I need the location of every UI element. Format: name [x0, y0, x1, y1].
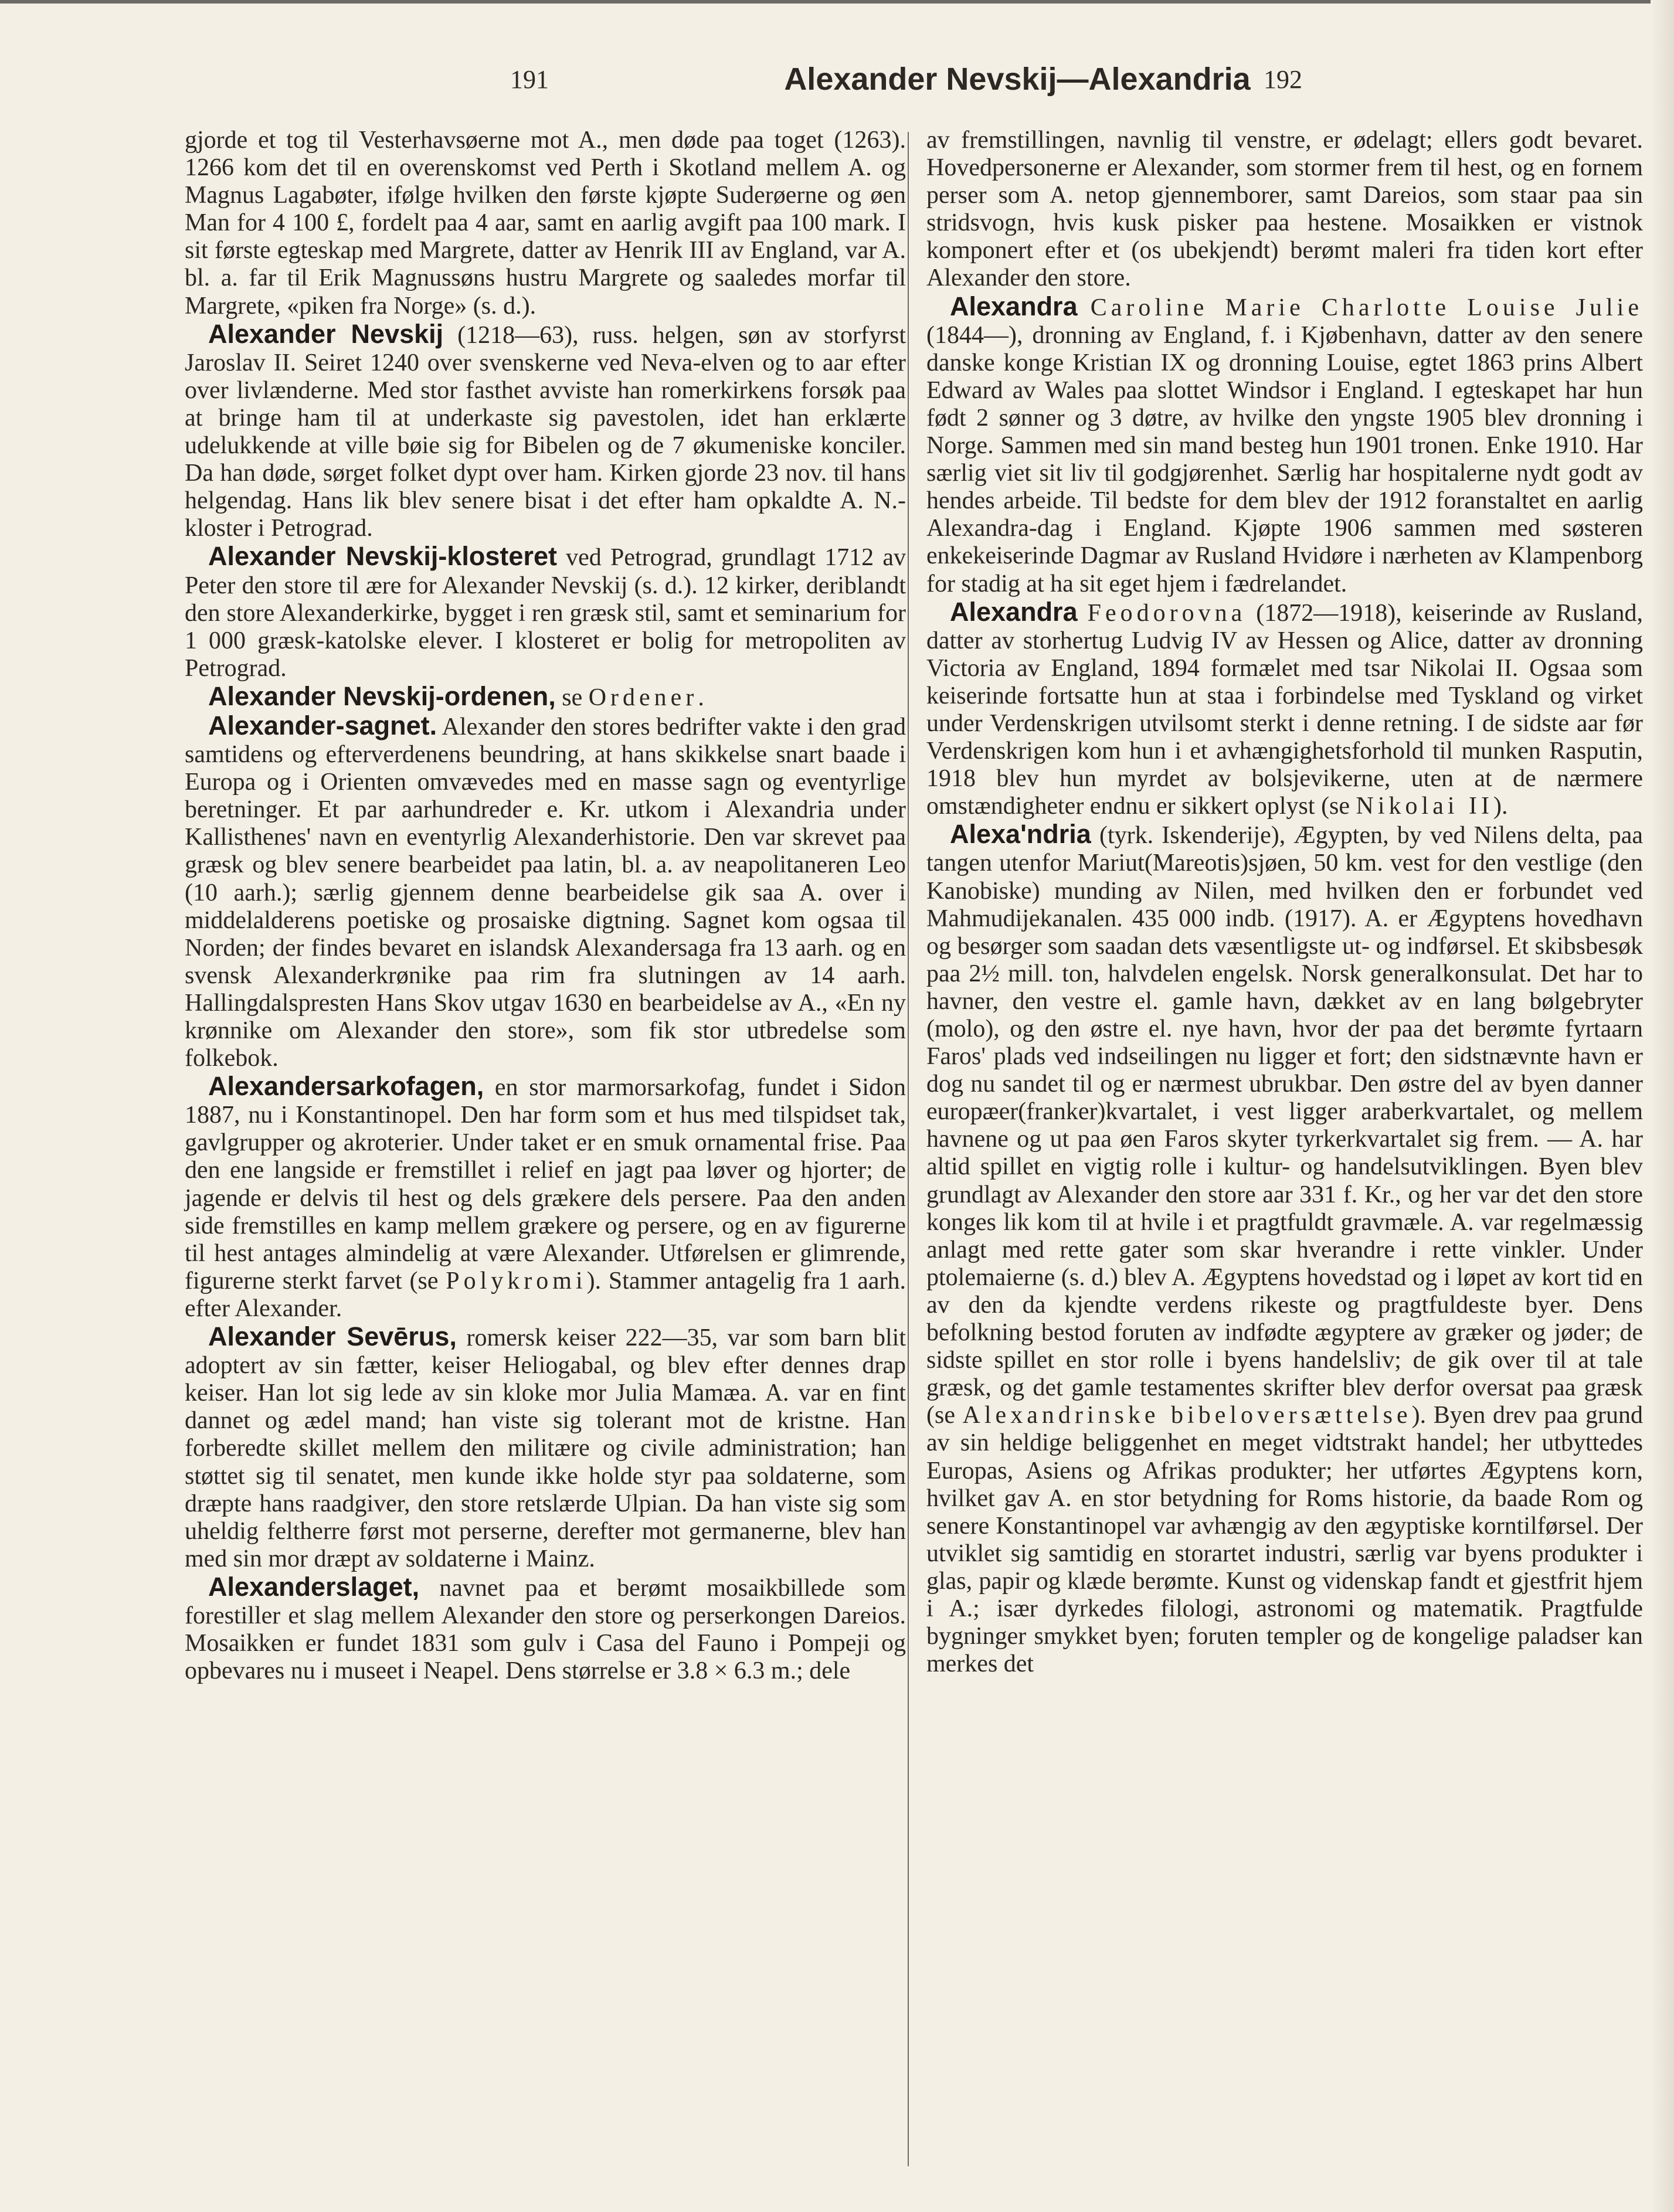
right-column	[926, 127, 1643, 1678]
entry-text: (1844—), dronning av England, f. i Kjøbenhavn, datter av den senere danske konge Kristian IX og dronning Louise, egtet 1863 prins Albert Edward av Wales paa slottet Windsor i England. I egteskapet har hun født 2 sønner og 3 døtre, av hvilke den yngste 1905 blev dronning i Norge. Sammen med sin mand besteg hun 1901 tronen. Enke 1910. Har særlig viet sit liv til godgjørenhet. Særlig har hospitalerne nydt godt av hendes arbeide. Til bedste for dem blev der 1912 foranstaltet en aarlig Alexandra-dag i England. Kjøpte 1906 sammen med søsteren enkekeiserinde Dagmar av Rusland Hvidøre i nærheten av Klampenborg for stadig at ha sit eget hjem i fædrelandet.	[926, 321, 1643, 597]
entry-nevskij-klosteret	[185, 542, 906, 682]
entry-headword: Alexander Sevērus,	[208, 1321, 457, 1352]
entry-text: se	[555, 684, 589, 711]
entry-text: ). Byen drev paa grund av sin heldige beliggenhet en meget vidtstrakt handel; her utbyttedes Europas, Asiens og Afrikas produkter; her utførtes Ægyptens korn, hvilket gav A. en stor betydning for Roms historie, da baade Rom og senere Konstantinopel var avhængig av den ægyptiske korntilførsel. Der utviklet sig samtidig en storartet industri, særlig var byens produkter i glas, papir og klæde berømte. Kunst og videnskap fandt et gjestfrit hjem i A.; især dyrkedes filologi, astronomi og matematik. Pragtfulde bygninger smykket byen; foruten templer og de kongelige paladser kan merkes det	[926, 1402, 1643, 1678]
cross-reference: Polykromi	[446, 1267, 587, 1294]
entry-alexanderslaget	[185, 1573, 906, 1685]
entry-alexandersarkofagen	[185, 1072, 906, 1323]
entry-text: en stor marmorsarkofag, fundet i Sidon 1887, nu i Konstantinopel. Den har form som et hus med tilspidset tak, gavlgrupper og akroterier. Under taket er en smuk ornamental frise. Paa den ene langside er fremstillet i relief en jagt paa løver og hjorter; de jagende er delvis til hest og dels grækere dels persere. Paa den anden side fremstilles en kamp mellem grækere og persere, og en av figurerne til hest antages almindelig at være Alexander. Utførelsen er glimrende, figurerne sterkt farvet (se	[185, 1074, 906, 1294]
entry-nevskij-ordenen	[185, 682, 906, 712]
page-header	[176, 56, 1642, 103]
entry-headword: Alexandra	[950, 291, 1078, 321]
entry-headword: Alexander Nevskij-klosteret	[208, 541, 557, 572]
entry-headword: Alexandra	[950, 596, 1078, 627]
entry-headword: Alexandersarkofagen,	[208, 1071, 484, 1102]
entry-alexander-nevskij	[185, 320, 906, 543]
entry-headword: Alexanderslaget,	[208, 1571, 420, 1602]
entry-text: ved Petrograd, grundlagt 1712 av Peter den store til ære for Alexander Nevskij (s. d.). 12 kirker, deriblandt den store Alexanderkirke, bygget i ren græsk stil, samt et seminarium for 1 000 græsk-katolske elever. I klosteret er bolig for metropoliten av Petrograd.	[185, 544, 906, 682]
entry-text: (tyrk. Iskenderije), Ægypten, by ved Nilens delta, paa tangen utenfor Mariut(Mareotis)sjøen, 50 km. vest for den vestlige (den Kanobiske) munding av Nilen, med hvilken den er forbundet ved Mahmudijekanalen. 435 000 indb. (1917). A. er Ægyptens hovedhavn og besørger som saadan dets væsentligste ut- og indførsel. Et skibsbesøk paa 2½ mill. ton, halvdelen engelsk. Norsk generalkonsulat. Det har to havner, den vestre el. gamle havn, dækket av en lang bølgebryter (molo), og den østre el. nye havn, hvor der paa det berømte fyrtaarn Faros' plads ved indseilingen nu ligger et fort; den sidstnævnte havn er dog nu sandet til og er nærmest ubrukbar. Den østre del av byen danner europæer(franker)kvartalet, i vest ligger araberkvartalet, og mellem havnene og ut paa øen Faros skyter tyrkerkvartalet sig frem. — A. har altid spillet en vigtig rolle i kultur- og handelsutviklingen. Byen blev grundlagt av Alexander den store aar 331 f. Kr., og her var det den store konges lik kom til at hvile i et pragtfuldt gravmæle. A. var regelmæssig anlagt med rette gater som skar hverandre i rette vinkler. Under ptolemaierne (s. d.) blev A. Ægyptens hovedstad og i løpet av kort tid en av den da kjendte verdens rikeste og pragtfuldeste byer. Dens befolkning bestod foruten av indfødte ægyptere av græker og jøder; de sidste spillet en stor rolle i byens handelsliv; de gik over til at tale græsk, og det gamle testamentes skrifter blev derfor oversat paa græsk (se	[926, 822, 1643, 1429]
continued-paragraph: gjorde et tog til Vesterhavsøerne mot A., men døde paa toget (1263). 1266 kom det til en overenskomst ved Perth i Skotland mellem A. og Magnus Lagabøter, ifølge hvilken den første kjøpte Suderøerne og øen Man for 4 100 £, fordelt paa 4 aar, samt en aarlig avgift paa 100 mark. I sit første egteskap med Margrete, datter av Henrik III av England, var A. bl. a. far til Erik Magnussøns hustru Margrete og saaledes morfar til Margrete, «piken fra Norge» (s. d.).	[185, 127, 906, 320]
cross-reference: Ordener	[588, 684, 698, 711]
entry-alexandria	[926, 820, 1643, 1678]
entry-text: Alexander den stores bedrifter vakte i den grad samtidens og efterverdenens beundring, at hans skikkelse snart baade i Europa og i Orienten omvævedes med en masse sagn og eventyrlige beretninger. Et par aarhundreder e. Kr. utkom i Alexandria under Kallisthenes' navn en eventyrlig Alexanderhistorie. Den var skrevet paa græsk og blev senere bearbeidet paa latin, bl. a. av neapolitaneren Leo (10 aarh.); særlig gjennem denne bearbeidelse gik saa A. over i middelalderens poetiske og prosaiske digtning. Sagnet kom ogsaa til Norden; der findes bevaret en islandsk Alexandersaga fra 13 aarh. og en svensk Alexanderkrønike paa rim fra slutningen av 14 aarh. Hallingdalspresten Hans Skov utgav 1630 en bearbeidelse av A., «En ny krønnike om Alexander den store», som fik stor utbredelse som folkebok.	[185, 713, 906, 1072]
running-head: Alexander Nevskij—Alexandria	[784, 62, 1251, 97]
entry-headword: Alexander-sagnet.	[208, 710, 437, 740]
top-border-rule	[0, 0, 1674, 4]
left-column	[185, 127, 906, 1685]
entry-alexandra-caroline	[926, 293, 1643, 598]
entry-headword: Alexander Nevskij	[208, 318, 444, 349]
continued-paragraph: av fremstillingen, navnlig til venstre, er ødelagt; ellers godt bevaret. Hovedpersonerne er Alexander, som stormer frem til hest, og en fornem perser som A. netop gjennemborer, samt Dareios, som staar paa sin stridsvogn, hvis kusk pisker paa hestene. Mosaikken er vistnok komponert efter et (os ubekjendt) berømt maleri fra tiden kort efter Alexander den store.	[926, 127, 1643, 292]
page-number-left: 191	[510, 65, 549, 94]
entry-text: navnet paa et berømt mosaikbillede som forestiller et slag mellem Alexander den store og perserkongen Dareios. Mosaikken er fundet 1831 som gulv i Casa del Fauno i Pompeji og opbevares nu i museet i Neapel. Dens størrelse er 3.8 × 6.3 m.; dele	[185, 1574, 906, 1685]
entry-alexandra-feodorovna	[926, 598, 1643, 821]
page-number-right: 192	[1264, 65, 1302, 94]
entry-text: .	[698, 684, 704, 711]
entry-spaced-name: Feodorovna	[1087, 599, 1247, 627]
entry-alexander-sagnet	[185, 712, 906, 1072]
entry-headword: Alexander Nevskij-ordenen,	[208, 681, 556, 711]
page-edge-shadow	[1651, 0, 1674, 2212]
column-divider	[908, 132, 909, 2166]
cross-reference: Nikolai II	[1356, 793, 1493, 820]
entry-text: ). Stammer antagelig fra 1 aarh. efter Alexander.	[185, 1267, 906, 1322]
entry-headword: Alexa'ndria	[950, 819, 1091, 850]
cross-reference: Alexandrinske bibeloversættelse	[962, 1402, 1412, 1429]
entry-text: romersk keiser 222—35, var som barn blit adoptert av sin fætter, keiser Heliogabal, og blev efter dennes drap keiser. Han lot sig lede av sin kloke mor Julia Mamæa. A. var en fint dannet og ædel mand; han viste sig tolerant mot de kristne. Han forberedte skillet mellem den militære og civile administration; han støttet sig til senatet, men kunde ikke holde styr paa soldaterne, som dræpte hans raadgiver, den store retslærde Ulpian. Da han viste sig som uheldig feltherre først mot perserne, derefter mot germanerne, blev han med sin mor dræpt av soldaterne i Mainz.	[185, 1324, 906, 1572]
entry-text: ).	[1493, 793, 1508, 820]
entry-text: (1218—63), russ. helgen, søn av storfyrst Jaroslav II. Seiret 1240 over svenskerne ved Neva-elven og to aar efter over livlænderne. Med stor fasthet avviste han romerkirkens forsøk paa at bringe ham til at underkaste sig pavestolen, idet han erklærte udelukkende at ville bøie sig for Bibelen og de 7 økumeniske konciler. Da han døde, sørget folket dypt over ham. Kirken gjorde 23 nov. til hans helgendag. Hans lik blev senere bisat i det efter ham opkaldte A. N.-kloster i Petrograd.	[185, 321, 906, 542]
entry-text: (1872—1918), keiserinde av Rusland, datter av storhertug Ludvig IV av Hessen og Alice, datter av dronning Victoria av England, 1894 formælet med tsar Nikolai II. Ogsaa som keiserinde fortsatte hun at staa i forbindelse med Tyskland og virket under Verdenskrigen utvilsomt sterkt i denne retning. I de sidste aar før Verdenskrigen kom hun i et avhængighetsforhold til munken Rasputin, 1918 blev hun myrdet av bolsjevikerne, uten at de nærmere omstændigheter endnu er sikkert oplyst (se	[926, 599, 1643, 820]
entry-spaced-name: Caroline Marie Charlotte Louise Julie	[1090, 294, 1643, 321]
entry-alexander-severus	[185, 1323, 906, 1573]
